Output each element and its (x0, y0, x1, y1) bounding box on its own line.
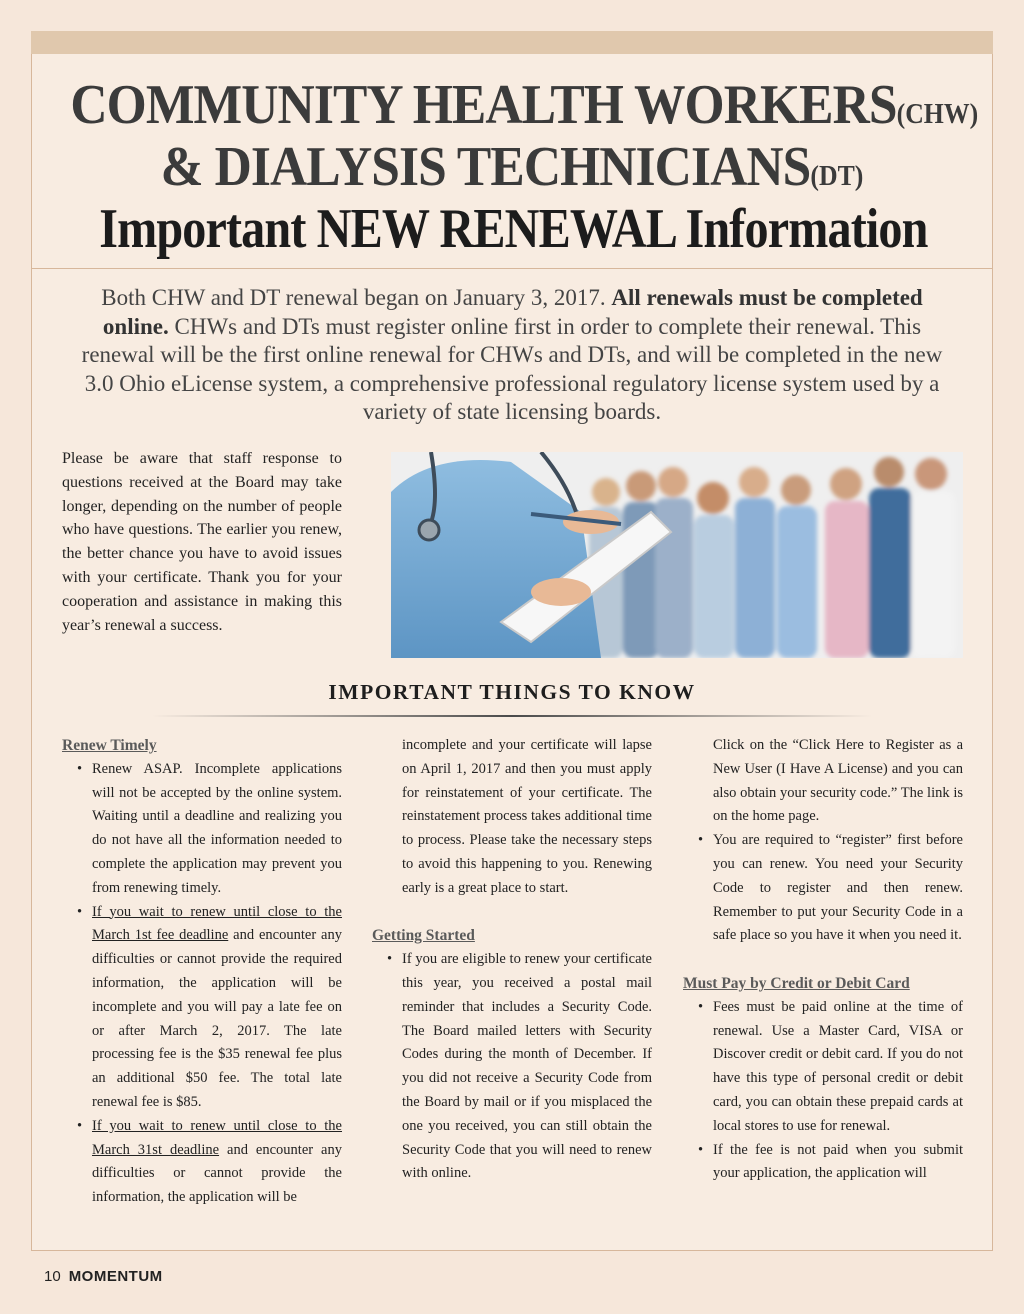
health-workers-photo (391, 452, 963, 658)
column-1 (62, 734, 342, 1210)
page-number: 10 (44, 1268, 61, 1285)
section-divider (152, 715, 872, 717)
list-item: • Fees must be paid online at the time of renewal. Use a Master Card, VISA or Discover credit or debit card. If you do not have this type of personal credit or debit card, you can obtain these prepaid cards at local stores to use for renewal. (698, 998, 963, 1134)
list-item: • If you are eligible to renew your certificate this year, you received a postal mail reminder that includes a Security Code. The Board mailed letters with Security Codes during the month of December. If you did not receive a Security Code from the Board by mail or if you misplaced the one you received, you can still obtain the Security Code that you will need to renew with online. (387, 951, 652, 1182)
column-2 (372, 734, 652, 1186)
getting-started-heading: Getting Started (372, 927, 475, 945)
list-item: • If the fee is not paid when you submit your application, the application will (698, 1141, 963, 1182)
register-list (683, 829, 963, 948)
section-title: IMPORTANT THINGS TO KNOW (328, 680, 696, 704)
continued-text: Click on the “Click Here to Register as a New User (I Have A License) and you can also obtain your security code.” The link is on the home page. (713, 737, 963, 825)
intro-paragraph: Please be aware that staff response to questions received at the Board may take longer, depending on the number of people who have questions. The earlier you renew, the better chance you have to avoid issues with your certificate. Thank you for your cooperation and assistance in making this year’s renewal a success. (62, 450, 342, 634)
payment-heading: Must Pay by Credit or Debit Card (683, 974, 910, 992)
list-item: • You are required to “register” first before you can renew. You need your Security Code to register and then renew. Remember to put your Security Code in a safe place so you have it when you need it. (698, 832, 963, 944)
lead-paragraph: Both CHW and DT renewal began on January 3, 2017. All renewals must be completed online. CHWs and DTs must register online first in order to complete their renewal. This renewal will be the first online renewal for CHWs and DTs, and will be completed in the new 3.0 Ohio eLicense system, a comprehensive professional regulatory license system used by a variety of state licensing boards. (81, 285, 943, 424)
list-item: • Renew ASAP. Incomplete applications will not be accepted by the online system. Waiting until a deadline and realizing you do not have all the information needed to complete the application may prevent you from renewing timely. (77, 760, 342, 896)
title-line-2: & DIALYSIS TECHNICIANS(DT) (160, 136, 864, 198)
renew-timely-heading: Renew Timely (62, 737, 157, 754)
magazine-brand: MOMENTUM (68, 1268, 163, 1285)
top-color-bar (31, 31, 993, 54)
list-item: • If you wait to renew until close to the March 31st deadline and encounter any difficulties or cannot provide the information, the application will be (77, 1117, 342, 1206)
getting-started-list (372, 948, 652, 1186)
title-block (32, 54, 992, 269)
renew-timely-list (62, 758, 342, 1210)
list-item: • If you wait to renew until close to the March 1st fee deadline and encounter any difficulties or cannot provide the required information, the application will be incomplete and you will pay a late fee on or after March 2, 2017. The late processing fee is the $35 renewal fee plus an additional $50 fee. The total late renewal fee is $85. (77, 903, 342, 1110)
payment-list (683, 996, 963, 1186)
column-3 (683, 734, 963, 1186)
title-line-3: Important NEW RENEWAL Information (99, 198, 928, 260)
page-footer (44, 1268, 163, 1285)
title-line-1: COMMUNITY HEALTH WORKERS(CHW) (70, 74, 979, 136)
continued-text: incomplete and your certificate will lapse on April 1, 2017 and then you must apply for reinstatement of your certificate. The reinstatement process takes additional time to process. Please take the necessary steps to avoid this happening to you. Renewing early is a great place to start. (402, 737, 652, 896)
article-frame (31, 54, 993, 1251)
